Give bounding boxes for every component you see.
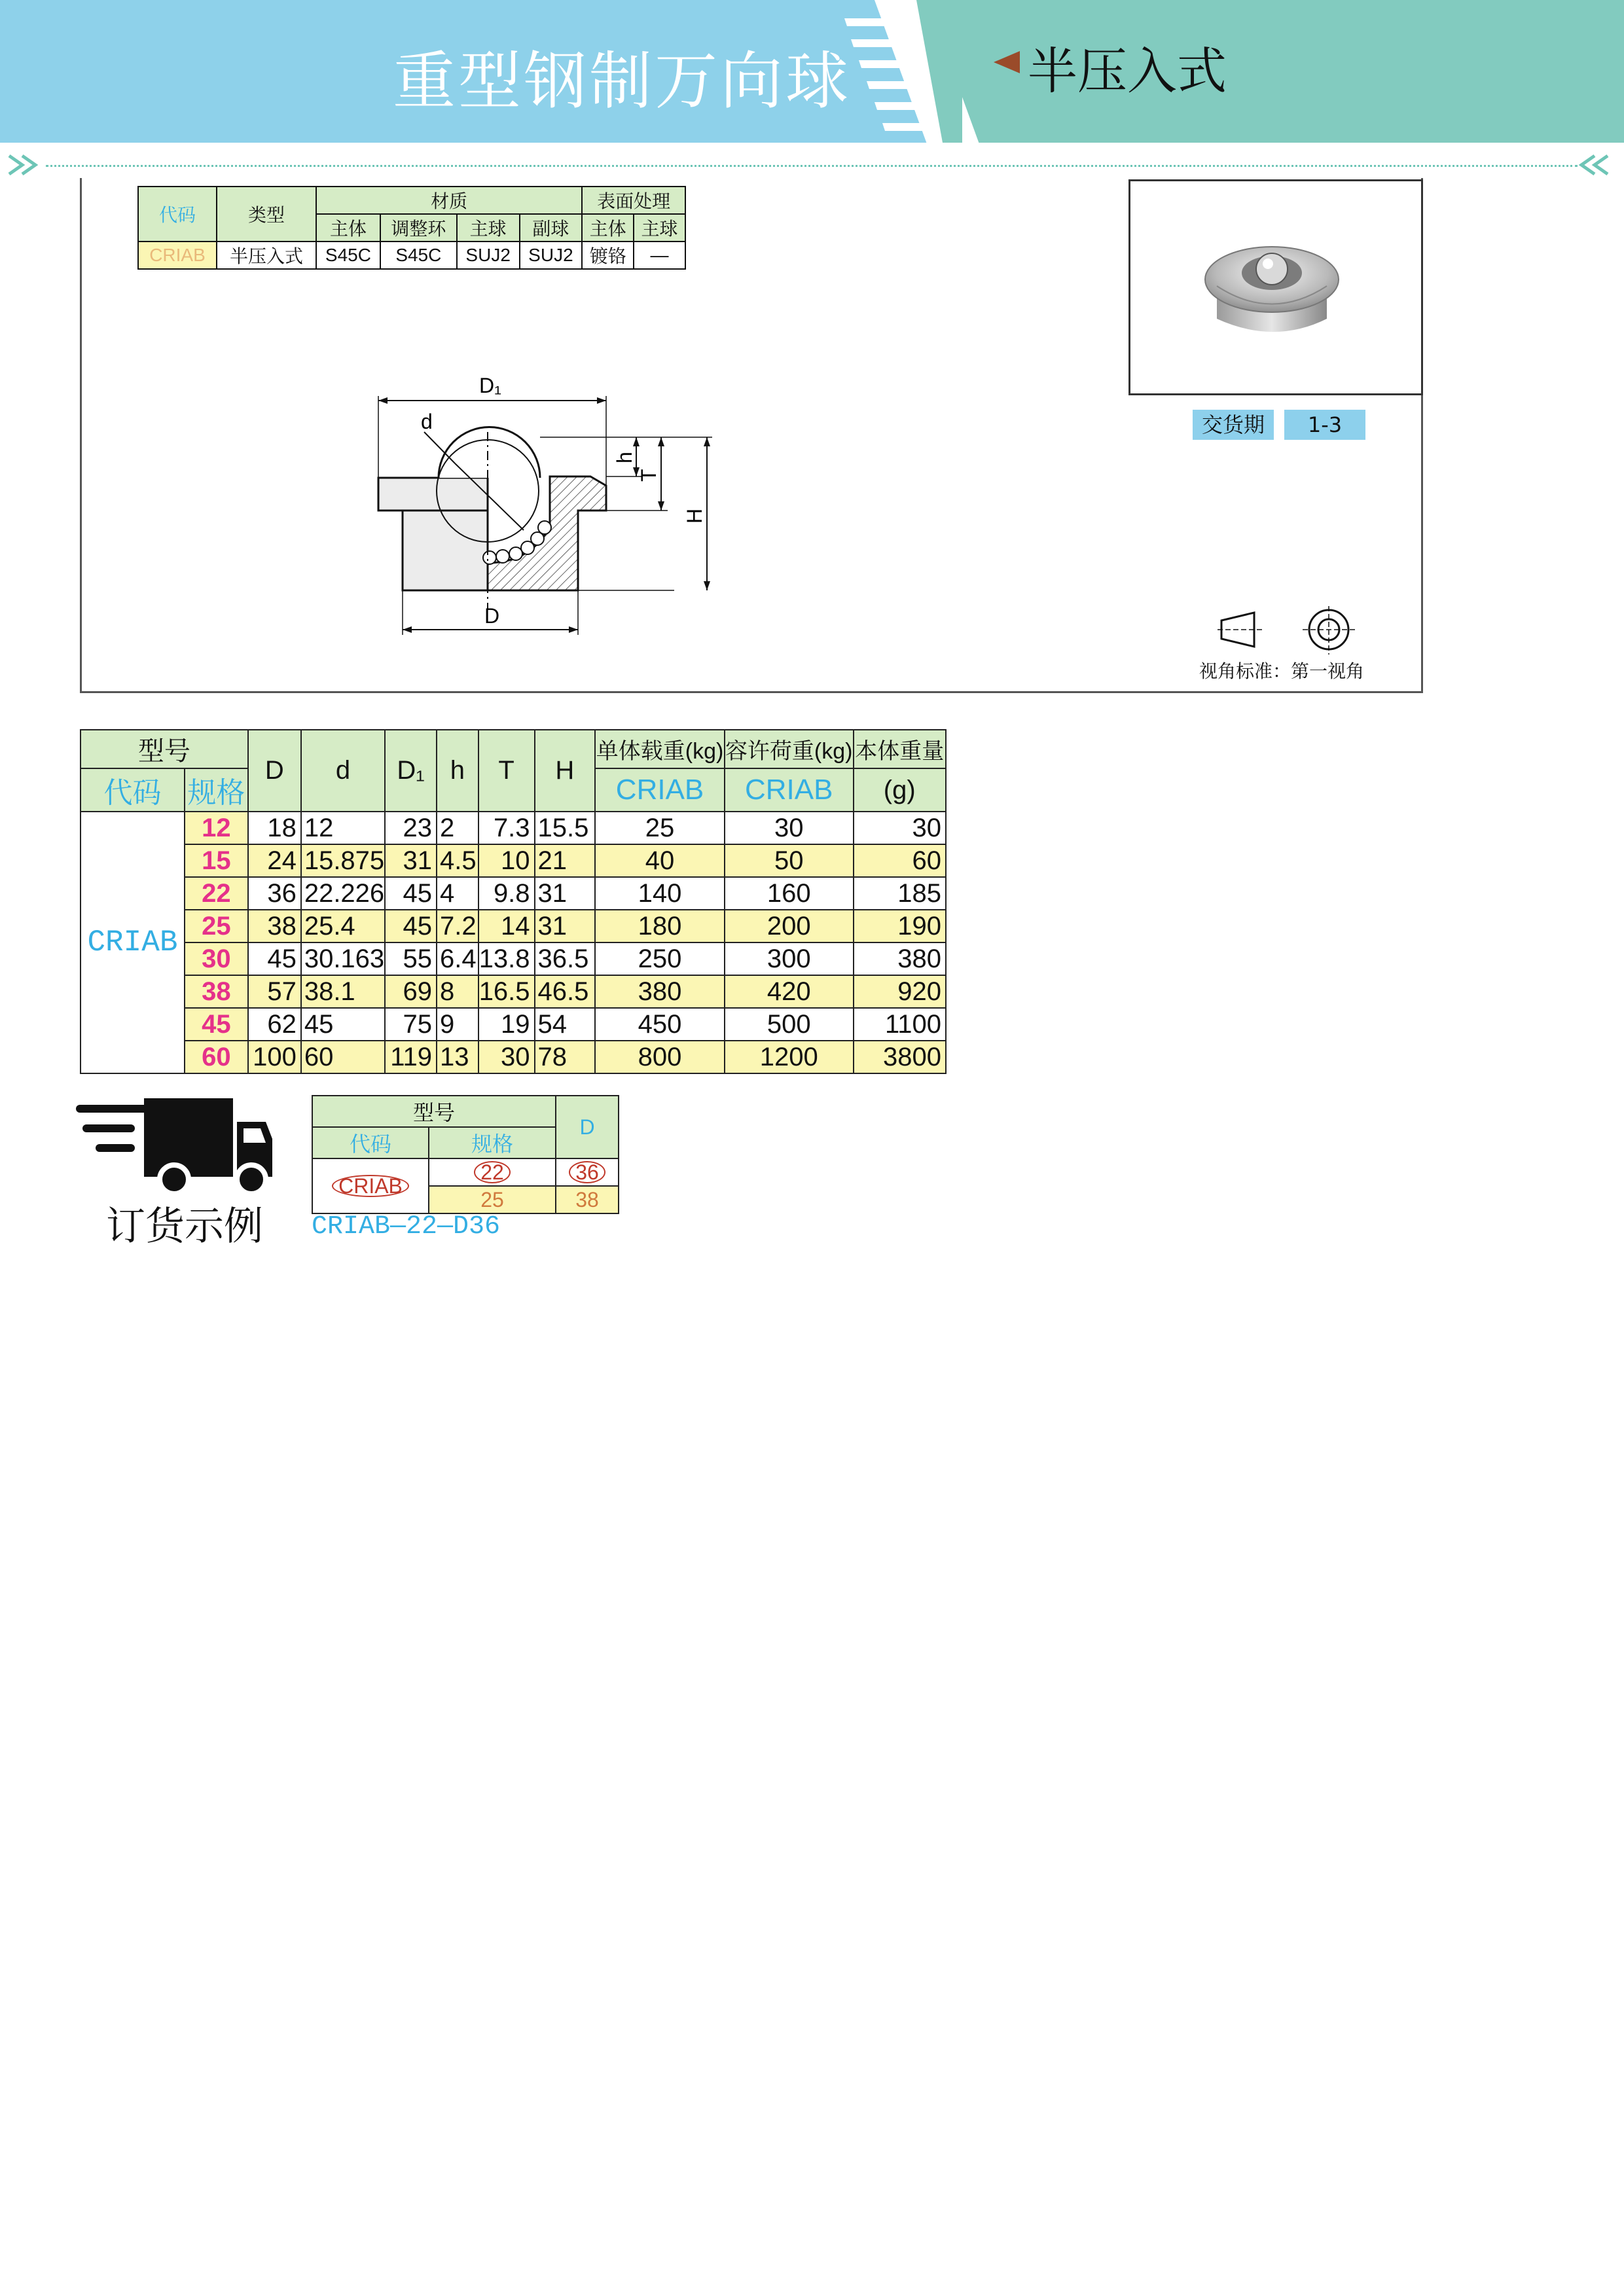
spec-row (81, 910, 946, 942)
spec-allow-load: 50 (725, 844, 854, 877)
spec-header-code: 代码 (81, 768, 185, 812)
spec-size: 30 (185, 942, 248, 975)
spec-D: 18 (248, 812, 301, 844)
spec-T: 16.5 (478, 975, 535, 1008)
spec-header-weight-unit: (g) (854, 768, 947, 812)
order-size-1 (429, 1158, 556, 1186)
spec-row (81, 1008, 946, 1041)
product-photo (1130, 181, 1421, 393)
spec-D: 62 (248, 1008, 301, 1041)
technical-drawing (353, 367, 720, 641)
spec-allow-load: 160 (725, 877, 854, 910)
spec-h: 9 (437, 1008, 478, 1041)
material-header-surface: 表面处理 (582, 187, 685, 214)
spec-single-load: 250 (595, 942, 725, 975)
spec-h: 13 (437, 1041, 478, 1073)
spec-header-D1: D₁ (385, 730, 437, 812)
spec-D1: 45 (385, 877, 437, 910)
material-sub-ball: SUJ2 (520, 242, 583, 269)
spec-allow-load: 420 (725, 975, 854, 1008)
spec-allow-load: 30 (725, 812, 854, 844)
spec-size: 25 (185, 910, 248, 942)
material-table (137, 186, 686, 270)
spec-single-load: 40 (595, 844, 725, 877)
spec-T: 9.8 (478, 877, 535, 910)
surface-header-body: 主体 (582, 214, 634, 242)
spec-d: 30.163 (301, 942, 385, 975)
spec-H: 15.5 (535, 812, 596, 844)
label-big-d: D (484, 604, 500, 628)
material-adjust-ring: S45C (380, 242, 457, 269)
material-code: CRIAB (138, 242, 217, 269)
spec-header-weight: 本体重量 (854, 730, 947, 768)
spec-d: 38.1 (301, 975, 385, 1008)
spec-h: 4.5 (437, 844, 478, 877)
spec-D1: 45 (385, 910, 437, 942)
surface-body: 镀铬 (582, 242, 634, 269)
surface-main-ball: — (634, 242, 685, 269)
order-size-1-value: 22 (474, 1161, 511, 1183)
spec-single-load: 450 (595, 1008, 725, 1041)
spec-size: 12 (185, 812, 248, 844)
material-header-body: 主体 (316, 214, 380, 242)
spec-T: 14 (478, 910, 535, 942)
spec-weight: 3800 (854, 1041, 947, 1073)
spec-header-model: 型号 (81, 730, 248, 768)
spec-H: 36.5 (535, 942, 596, 975)
spec-header-d: d (301, 730, 385, 812)
spec-h: 8 (437, 975, 478, 1008)
spec-weight: 30 (854, 812, 947, 844)
material-header-main-ball: 主球 (457, 214, 520, 242)
spec-row (81, 877, 946, 910)
spec-row (81, 844, 946, 877)
spec-weight: 380 (854, 942, 947, 975)
spec-size: 38 (185, 975, 248, 1008)
spec-D: 100 (248, 1041, 301, 1073)
spec-T: 10 (478, 844, 535, 877)
spec-T: 13.8 (478, 942, 535, 975)
spec-D1: 119 (385, 1041, 437, 1073)
spec-d: 22.226 (301, 877, 385, 910)
material-body: S45C (316, 242, 380, 269)
spec-D: 38 (248, 910, 301, 942)
spec-d: 60 (301, 1041, 385, 1073)
order-header-size: 规格 (429, 1127, 556, 1158)
spec-h: 4 (437, 877, 478, 910)
spec-h: 7.2 (437, 910, 478, 942)
spec-header-allow-code: CRIAB (725, 768, 854, 812)
spec-h: 6.4 (437, 942, 478, 975)
spec-d: 25.4 (301, 910, 385, 942)
view-standard-text: 视角标准：第一视角 (1199, 660, 1365, 682)
spec-header-size: 规格 (185, 768, 248, 812)
spec-row (81, 1041, 946, 1073)
page-subtitle: 半压入式 (1028, 42, 1227, 100)
spec-weight: 185 (854, 877, 947, 910)
material-header-material: 材质 (316, 187, 582, 214)
spec-H: 31 (535, 877, 596, 910)
delivery-truck-icon (76, 1093, 272, 1198)
order-header-model: 型号 (312, 1096, 556, 1127)
material-type: 半压入式 (217, 242, 316, 269)
order-code-value: CRIAB (332, 1175, 409, 1197)
order-header-D: D (556, 1096, 619, 1158)
label-d1: D₁ (479, 374, 501, 397)
spec-header-single-load: 单体载重(kg) (595, 730, 725, 768)
spec-weight: 920 (854, 975, 947, 1008)
spec-weight: 1100 (854, 1008, 947, 1041)
material-header-code: 代码 (138, 187, 217, 242)
spec-d: 12 (301, 812, 385, 844)
spec-D1: 31 (385, 844, 437, 877)
spec-D: 57 (248, 975, 301, 1008)
spec-single-load: 380 (595, 975, 725, 1008)
label-d: d (421, 410, 433, 433)
material-header-adjust-ring: 调整环 (380, 214, 457, 242)
page-header (0, 0, 1624, 143)
delivery-value: 1-3 (1284, 410, 1365, 440)
spec-row (81, 975, 946, 1008)
spec-D: 45 (248, 942, 301, 975)
product-photo-frame (1128, 179, 1423, 395)
spec-D1: 69 (385, 975, 437, 1008)
delivery-label: 交货期 (1193, 410, 1274, 440)
spec-D: 36 (248, 877, 301, 910)
spec-single-load: 140 (595, 877, 725, 910)
order-code (312, 1158, 429, 1213)
order-result: CRIAB—22—D36 (312, 1212, 501, 1242)
divider-line (46, 165, 1578, 167)
order-example-table (312, 1095, 619, 1214)
spec-allow-load: 200 (725, 910, 854, 942)
spec-single-load: 800 (595, 1041, 725, 1073)
material-header-sub-ball: 副球 (520, 214, 583, 242)
spec-code: CRIAB (81, 812, 185, 1073)
spec-header-D: D (248, 730, 301, 812)
spec-header-allow-load: 容许荷重(kg) (725, 730, 854, 768)
first-angle-projection-icon (1218, 606, 1362, 656)
order-header-code: 代码 (312, 1127, 429, 1158)
order-d-1 (556, 1158, 619, 1186)
spec-allow-load: 300 (725, 942, 854, 975)
spec-header-h: h (437, 730, 478, 812)
spec-header-H: H (535, 730, 596, 812)
spec-H: 46.5 (535, 975, 596, 1008)
spec-allow-load: 500 (725, 1008, 854, 1041)
spec-D: 24 (248, 844, 301, 877)
order-size-2: 25 (429, 1186, 556, 1213)
spec-size: 60 (185, 1041, 248, 1073)
spec-T: 7.3 (478, 812, 535, 844)
material-main-ball: SUJ2 (457, 242, 520, 269)
chevron-right-icon (7, 152, 46, 178)
material-header-type: 类型 (217, 187, 316, 242)
spec-H: 31 (535, 910, 596, 942)
spec-single-load: 25 (595, 812, 725, 844)
spec-header-single-code: CRIAB (595, 768, 725, 812)
spec-size: 22 (185, 877, 248, 910)
label-h: h (613, 452, 636, 463)
spec-header-T: T (478, 730, 535, 812)
spec-weight: 60 (854, 844, 947, 877)
spec-H: 54 (535, 1008, 596, 1041)
order-example-label: 订货示例 (106, 1204, 263, 1249)
spec-size: 45 (185, 1008, 248, 1041)
spec-D1: 75 (385, 1008, 437, 1041)
spec-T: 19 (478, 1008, 535, 1041)
spec-allow-load: 1200 (725, 1041, 854, 1073)
spec-row (81, 942, 946, 975)
spec-H: 78 (535, 1041, 596, 1073)
spec-D1: 55 (385, 942, 437, 975)
spec-d: 45 (301, 1008, 385, 1041)
label-t: T (637, 469, 660, 482)
spec-weight: 190 (854, 910, 947, 942)
spec-H: 21 (535, 844, 596, 877)
spec-d: 15.875 (301, 844, 385, 877)
spec-T: 30 (478, 1041, 535, 1073)
spec-row (81, 812, 946, 844)
spec-size: 15 (185, 844, 248, 877)
spec-h: 2 (437, 812, 478, 844)
spec-table (80, 729, 947, 1074)
arrow-left-icon (994, 51, 1020, 73)
label-big-h: H (683, 508, 706, 524)
page-title: 重型钢制万向球 (393, 45, 851, 118)
order-d-1-value: 36 (569, 1161, 605, 1183)
surface-header-main-ball: 主球 (634, 214, 685, 242)
spec-D1: 23 (385, 812, 437, 844)
spec-single-load: 180 (595, 910, 725, 942)
order-d-2: 38 (556, 1186, 619, 1213)
